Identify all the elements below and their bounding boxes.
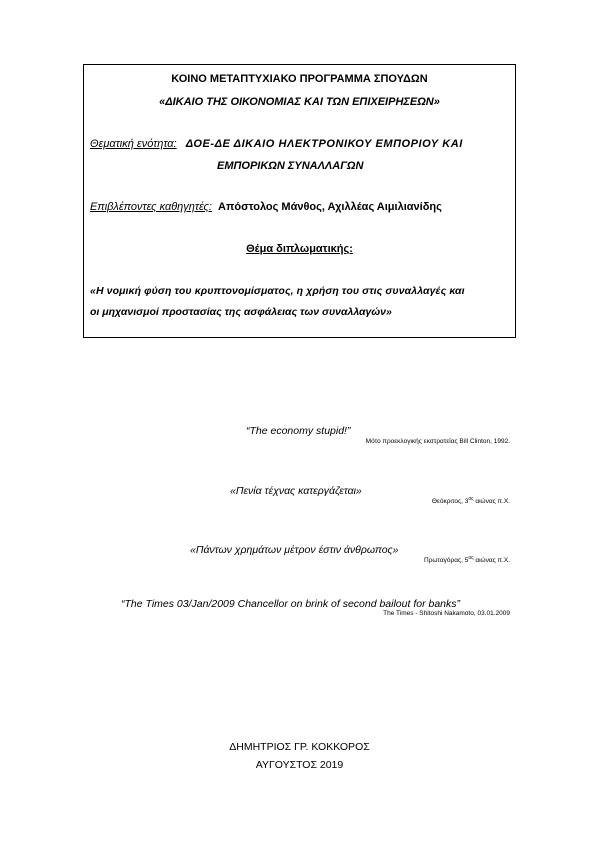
- program-name: ΚΟΙΝΟ ΜΕΤΑΠΤΥΧΙΑΚΟ ΠΡΟΓΡΑΜΜΑ ΣΠΟΥΔΩΝ: [171, 73, 428, 85]
- supervisors-value: Απόστολος Μάνθος, Αχιλλέας Αιμιλιανίδης: [218, 201, 442, 213]
- quote-4-source: The Times - Shitoshi Nakamoto, 03.01.2009: [383, 610, 510, 617]
- supervisors-row: [90, 201, 442, 213]
- unit-label: Θεματική ενότητα:: [90, 138, 177, 150]
- thesis-title-line1: «Η νομική φύση του κρυπτονομίσματος, η χρήση του στις συναλλαγές και: [90, 285, 465, 297]
- quote-1: “The economy stupid!”: [246, 425, 351, 437]
- quote-3: «Πάντων χρημάτων μέτρον έστιν άνθρωπος»: [190, 544, 399, 556]
- supervisors-label: Επιβλέποντες καθηγητές:: [90, 201, 212, 213]
- submission-date: ΑΥΓΟΥΣΤΟΣ 2019: [255, 759, 344, 771]
- unit-value: ΔΟΕ-ΔΕ ΔΙΚΑΙΟ ΗΛΕΚΤΡΟΝΙΚΟΥ ΕΜΠΟΡΙΟΥ ΚΑΙ: [185, 138, 463, 150]
- quote-1-source: Μότο προεκλογικής εκστρατείας Bill Clinton, 1992.: [365, 438, 510, 445]
- unit-value-cont: ΕΜΠΟΡΙΚΩΝ ΣΥΝΑΛΛΑΓΩΝ: [217, 160, 364, 172]
- unit-row: [90, 138, 463, 150]
- quote-3-source: Πρωταγόρας, $5^{o\varsigma}$ αιώνας π.Χ.: [424, 555, 510, 565]
- quote-2-source: Θεόκριτος, $3^{o\varsigma}$ αιώνας π.Χ.: [431, 496, 510, 506]
- thesis-label: Θέμα διπλωματικής:: [246, 243, 353, 255]
- author-name: ΔΗΜΗΤΡΙΟΣ ΓΡ. ΚΟΚΚΟΡΟΣ: [229, 741, 370, 753]
- program-title: «ΔΙΚΑΙΟ ΤΗΣ ΟΙΚΟΝΟΜΙΑΣ ΚΑΙ ΤΩΝ ΕΠΙΧΕΙΡΗΣΕΩΝ»: [159, 96, 440, 108]
- quote-4: “The Times 03/Jan/2009 Chancellor on brink of second bailout for banks”: [121, 598, 461, 610]
- quote-2: «Πενία τέχνας κατεργάζεται»: [230, 485, 362, 497]
- thesis-title-line2: οι μηχανισμοί προστασίας της ασφάλειας των συναλλαγών»: [90, 306, 392, 318]
